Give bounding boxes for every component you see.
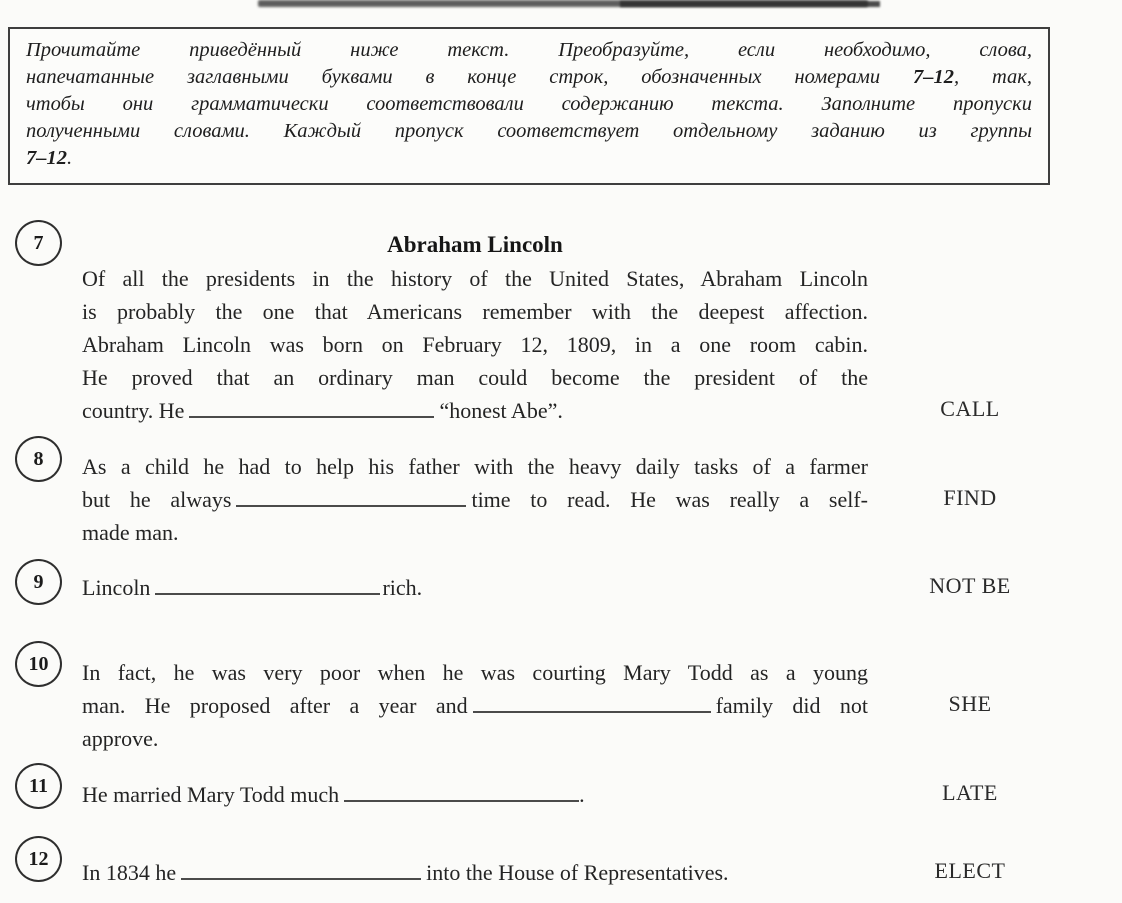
task-text-line [82, 778, 868, 811]
blank-line-pre: man. He proposed after a year and [82, 693, 468, 718]
blank-line-pre: In 1834 he [82, 860, 177, 885]
instruction-box [8, 27, 1050, 185]
task-number-badge [15, 220, 62, 266]
task-number-badge [15, 763, 62, 809]
instruction-line: напечатанные заглавными буквами в конце строк, обозначенных номерами 7–12, так, [26, 66, 1032, 88]
blank-line-post: family did not [715, 693, 868, 718]
answer-blank[interactable] [473, 696, 711, 713]
answer-blank[interactable] [344, 785, 579, 802]
cropped-header-text-remnant [620, 1, 880, 7]
task-number-badge [15, 436, 62, 482]
task-text-line [82, 394, 868, 427]
task-text-line: Abraham Lincoln was born on February 12, 1809, in a one room cabin. [82, 332, 868, 357]
instruction-line: 7–12. [26, 147, 73, 169]
answer-blank[interactable] [189, 401, 434, 418]
blank-line-pre: but he always [82, 487, 232, 512]
task-number: 11 [29, 774, 48, 797]
task-range-bold: 7–12 [26, 147, 67, 169]
answer-blank[interactable] [181, 863, 421, 880]
task-text-line: is probably the one that Americans remember with the deepest affection. [82, 299, 868, 324]
task-text-line: approve. [82, 726, 159, 751]
keyword-label: LATE [942, 780, 998, 805]
keyword-label: ELECT [934, 858, 1006, 883]
blank-line-post: “honest Abe”. [439, 398, 563, 423]
task-text-line [82, 571, 868, 604]
task-text-line: In fact, he was very poor when he was courting Mary Todd as a young [82, 660, 868, 685]
task-number: 8 [33, 447, 44, 470]
task-number: 10 [28, 652, 49, 675]
blank-line-pre: country. He [82, 398, 185, 423]
task-text-line: He proved that an ordinary man could become the president of the [82, 365, 868, 390]
task-number: 9 [33, 570, 44, 593]
blank-line-pre: Lincoln [82, 575, 151, 600]
answer-blank[interactable] [236, 490, 466, 507]
keyword-label: SHE [948, 691, 992, 716]
blank-line-pre: He married Mary Todd much [82, 782, 340, 807]
task-text-line: As a child he had to help his father with the heavy daily tasks of a farmer [82, 454, 868, 479]
task-range-bold: 7–12 [912, 66, 954, 88]
answer-blank[interactable] [155, 578, 380, 595]
instruction-line: чтобы они грамматически соответствовали содержанию текста. Заполните пропуски [26, 93, 1032, 115]
instruction-line: полученными словами. Каждый пропуск соответствует отдельному заданию из группы [26, 120, 1032, 142]
blank-line-post: into the House of Representatives. [426, 860, 729, 885]
task-number-badge [15, 836, 62, 882]
keyword-label: FIND [943, 485, 997, 510]
keyword-label: NOT BE [929, 573, 1011, 598]
task-text-line [82, 856, 868, 889]
task-number-badge [15, 559, 62, 605]
blank-line-post: . [579, 782, 585, 807]
blank-line-post: rich. [382, 575, 423, 600]
keyword-label: CALL [940, 396, 1000, 421]
task-number-badge [15, 641, 62, 687]
task-text-line [82, 483, 868, 516]
blank-line-post: time to read. He was really a self- [471, 487, 869, 512]
task-text-line [82, 689, 868, 722]
instruction-line: Прочитайте приведённый ниже текст. Преобразуйте, если необходимо, слова, [26, 39, 1032, 61]
task-number: 12 [28, 847, 49, 870]
task-number: 7 [33, 231, 44, 254]
text-title: Abraham Lincoln [387, 232, 563, 257]
task-text-line: made man. [82, 520, 179, 545]
task-text-line: Of all the presidents in the history of the United States, Abraham Lincoln [82, 266, 868, 291]
